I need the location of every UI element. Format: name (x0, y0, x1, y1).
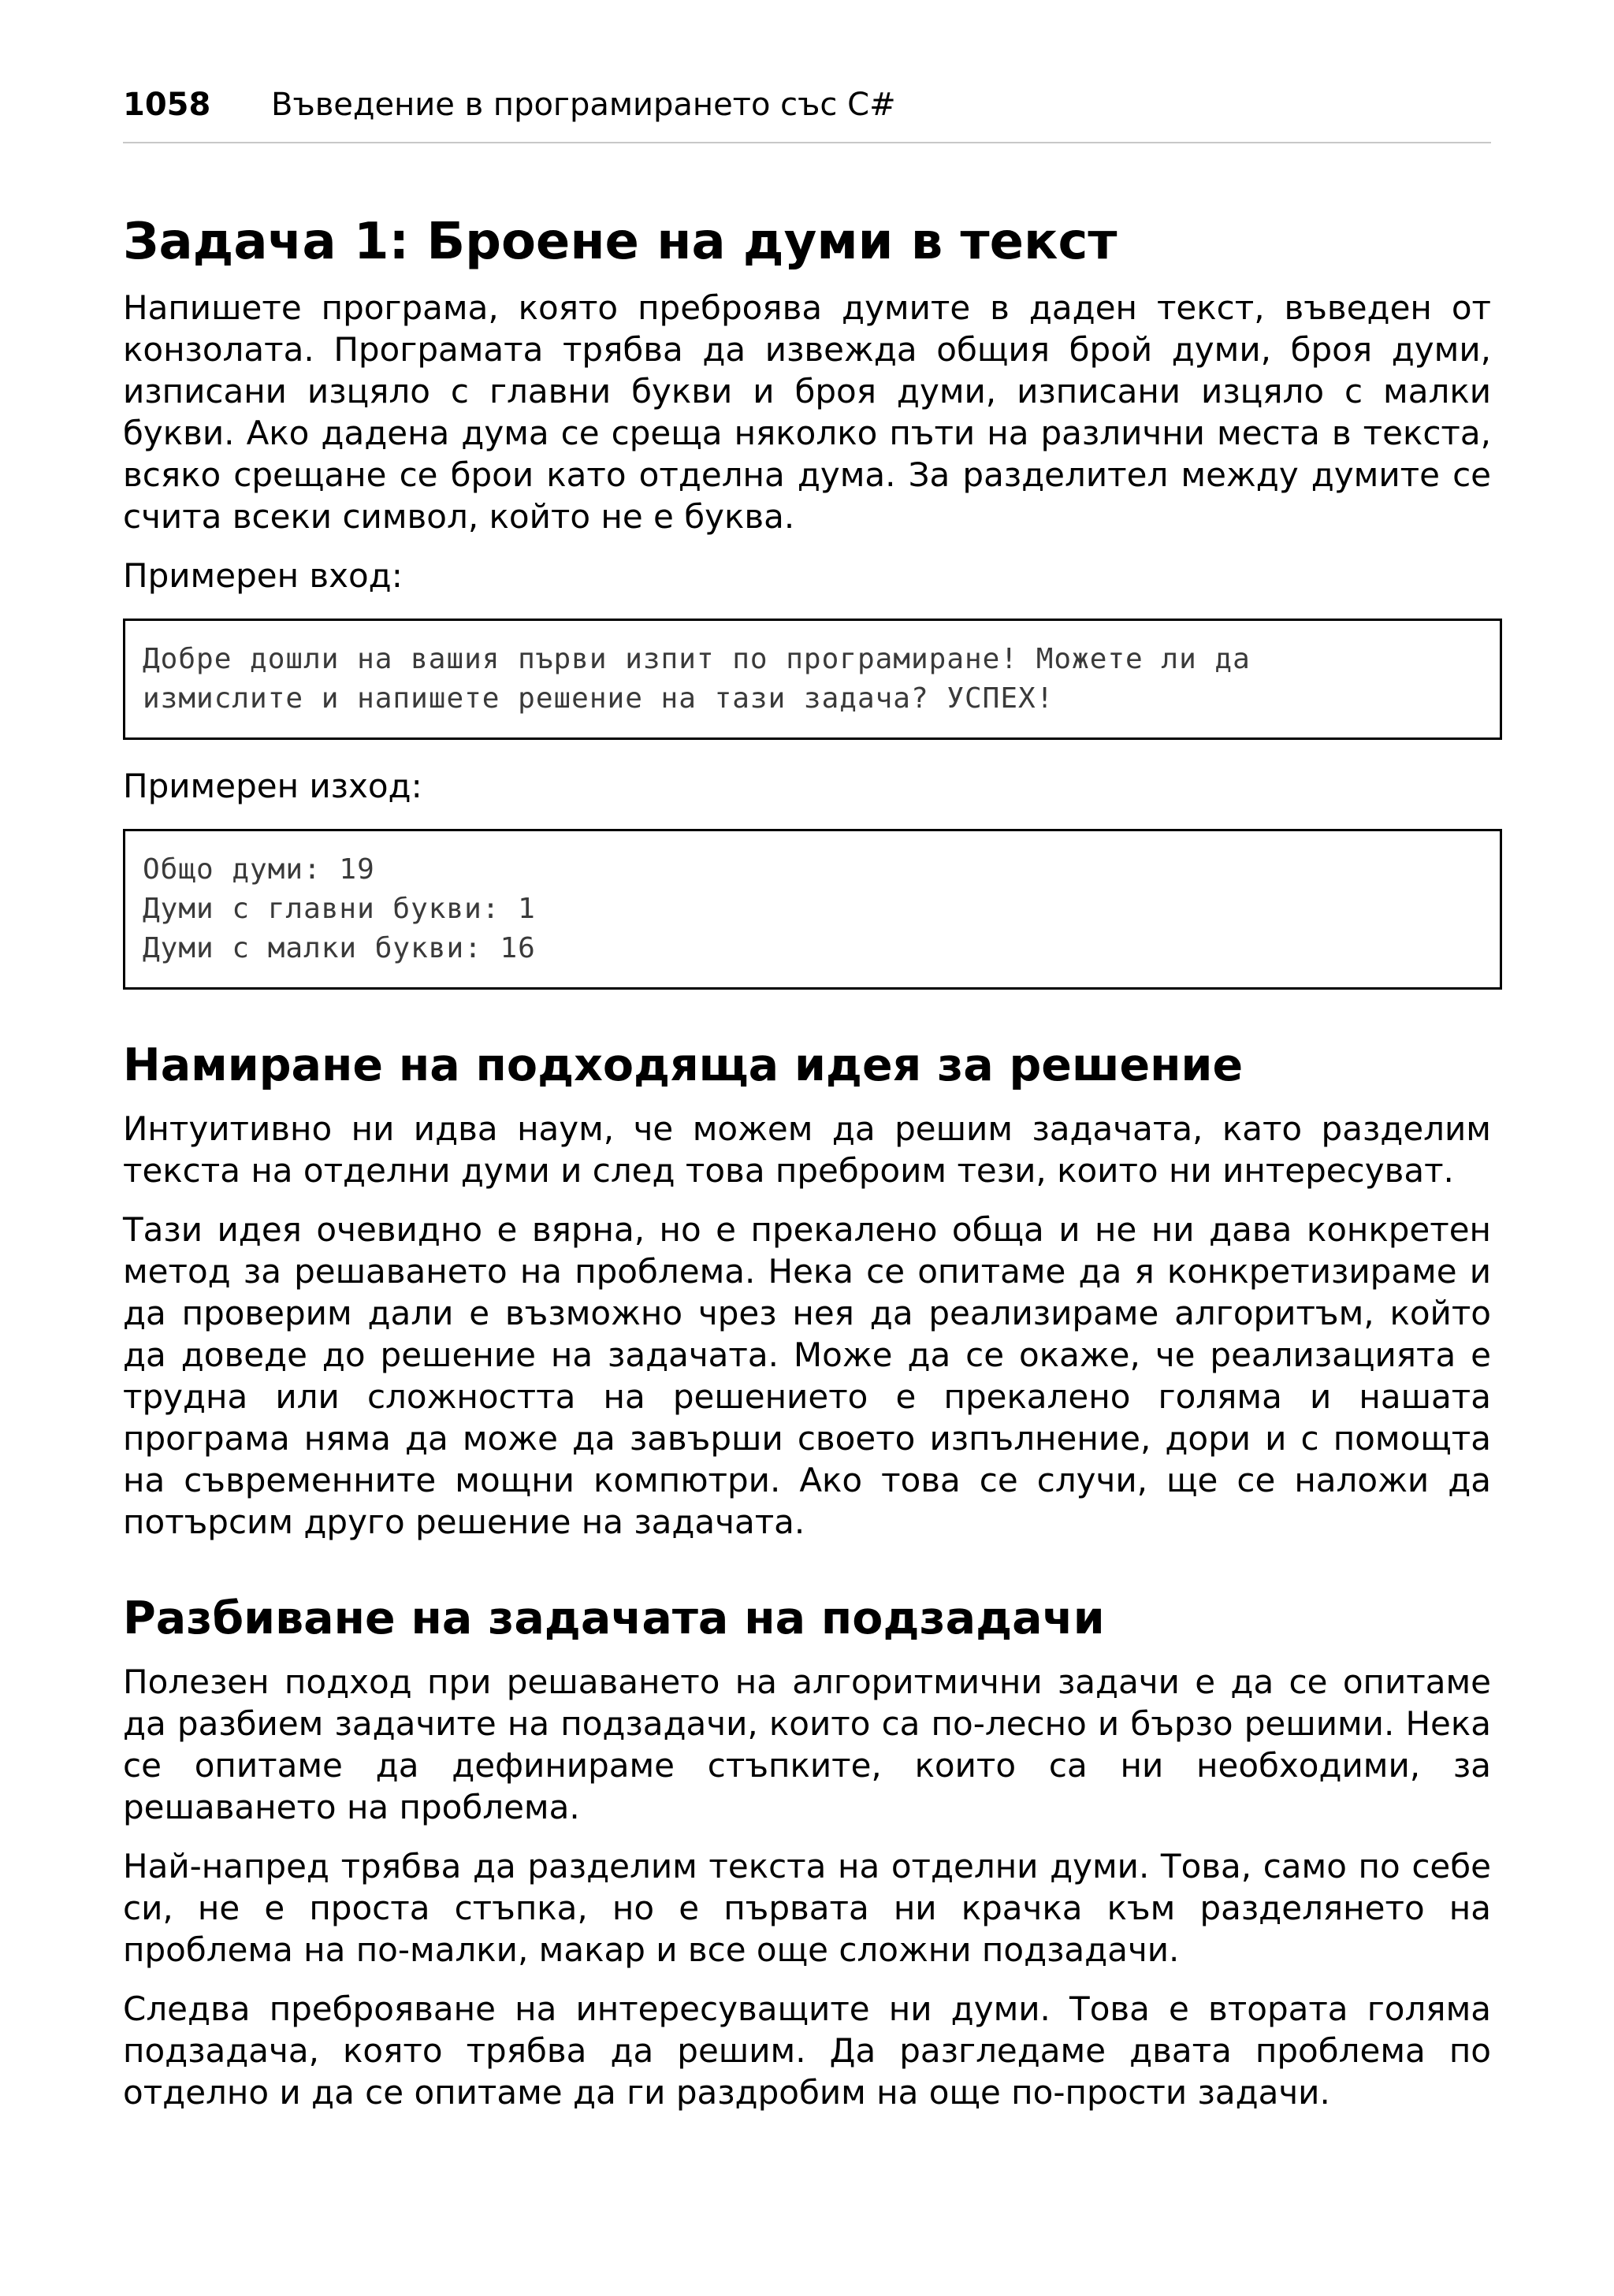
book-title: Въведение в програмирането със C# (271, 87, 896, 123)
sample-input-label: Примерен вход: (123, 556, 403, 595)
idea-paragraph: Интуитивно ни идва наум, че можем да решим задачата, като разделим текста на отделни думи и след това преброим тези, които ни интересуват. (123, 1109, 1491, 1190)
sample-output-box (123, 829, 1502, 990)
sample-output-line: Думи с малки букви: 16 (143, 932, 536, 964)
idea-section-heading: Намиране на подходяща идея за решение (123, 1039, 1244, 1091)
subtasks-section-heading: Разбиване на задачата на подзадачи (123, 1592, 1105, 1644)
subtasks-paragraph: Най-напред трябва да разделим текста на отделни думи. Това, само по себе си, не е проста стъпка, но е първата ни крачка към разделянето на проблема на по-малки, макар и все още сложни подзадачи. (123, 1847, 1491, 1969)
sample-input-line: Добре дошли на вашия първи изпит по програмиране! Можете ли да (143, 643, 1251, 675)
subtasks-paragraph: Полезен подход при решаването на алгоритмични задачи е да се опитаме да разбием задачите на подзадачи, които са по-лесно и бързо решими. Нека се опитаме да дефинираме стъпките, които са ни необходими, за решаването на проблема. (123, 1663, 1491, 1826)
task-description: Напишете програма, която преброява думите в даден текст, въведен от конзолата. Програмата трябва да извежда общия брой думи, броя думи, изписани изцяло с главни букви и броя думи, изписани изцяло с малки букви. Ако дадена дума се среща няколко пъти на различни места в текста, всяко срещане се брои като отделна дума. За разделител между думите се счита всеки символ, който не е буква. (123, 288, 1491, 536)
sample-output-label: Примерен изход: (123, 767, 422, 805)
page-content (123, 206, 1491, 2131)
sample-input-line: измислите и напишете решение на тази задача? УСПЕХ! (143, 682, 1054, 715)
page-number: 1058 (123, 87, 211, 123)
subtasks-paragraph: Следва преброяване на интересуващите ни думи. Това е втората голяма подзадача, която трябва да решим. Да разгледаме двата проблема по отделно и да се опитаме да ги раздробим на още по-прости задачи. (123, 1989, 1491, 2112)
sample-output-line: Думи с главни букви: 1 (143, 893, 536, 925)
sample-output-line: Общо думи: 19 (143, 853, 375, 886)
idea-paragraph: Тази идея очевидно е вярна, но е прекалено обща и не ни дава конкретен метод за решаването на проблема. Нека се опитаме да я конкретизираме и да проверим дали е възможно чрез нея да реализираме алгоритъм, който да доведе до решение на задачата. Може да се окаже, че реализацията е трудна или сложността на решението е прекалено голяма и нашата програма няма да може да завърши своето изпълнение, дори и с помощта на съвременните мощни компютри. Ако това се случи, ще се наложи да потърсим друго решение на задачата. (123, 1210, 1491, 1541)
sample-input-box (123, 619, 1502, 740)
task-heading: Задача 1: Броене на думи в текст (123, 213, 1118, 271)
running-header (123, 79, 1491, 143)
